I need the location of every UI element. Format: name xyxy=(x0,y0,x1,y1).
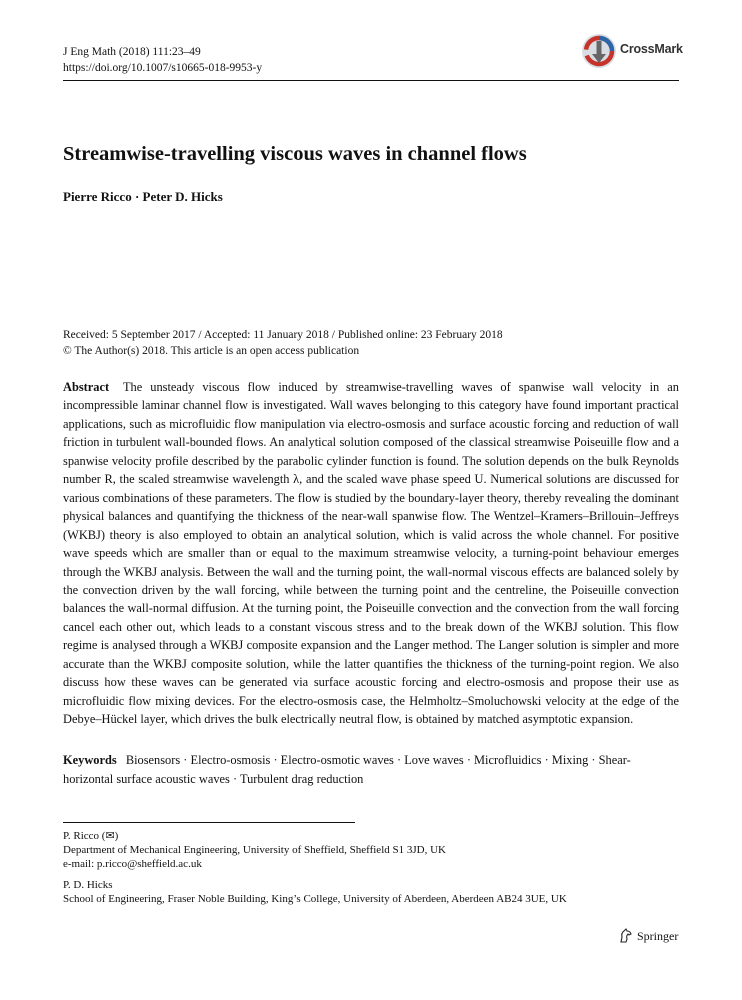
springer-horse-icon xyxy=(618,928,634,944)
abstract-text: The unsteady viscous flow induced by streamwise-travelling waves of spanwise wall velocity in an incompressible laminar channel flow is investigated. Wall waves belonging to this category have found important practical applications, such as microfluidic flow manipulation via electro-osmosis and surface acoustic forcing and reduction of wall friction in turbulent wall-bounded flows. An analytical solution composed of the classical streamwise Poiseuille flow and a spanwise velocity profile described by the parabolic cylinder function is found. The solution depends on the bulk Reynolds number R, the scaled streamwise wavelength λ, and the scaled wave phase speed U. Numerical solutions are discussed for various combinations of these parameters. The flow is studied by the boundary-layer theory, thereby revealing the dominant physical balances and quantifying the thickness of the near-wall spanwise flow. The Wentzel–Kramers–Brillouin–Jeffreys (WKBJ) theory is also employed to obtain an analytical solution, which is valid across the whole channel. For positive wave speeds which are smaller than or equal to the maximum streamwise velocity, a turning-point behaviour emerges through the WKBJ analysis. Between the wall and the turning point, the wall-normal viscous effects are balanced solely by the convection driven by the wall forcing, while between the turning point and the centreline, the Poiseuille convection balances the wall-normal diffusion. At the turning point, the Poiseuille convection and the convection from the wall forcing cancel each other out, which leads to a constant viscous stress and to the break down of the WKBJ solution. This flow regime is analysed through a WKBJ composite expansion and the Langer method. The Langer solution is simpler and more accurate than the WKBJ composite solution, while the latter quantifies the thickness of the turning-point region. We also discuss how these waves can be generated via surface acoustic forcing and electro-osmosis and propose their use as microfluidic flow mixing devices. For the electro-osmosis case, the Helmholtz–Smoluchowski velocity at the edge of the Debye–Hückel layer, which drives the bulk electrically neutral flow, is obtained by matched asymptotic expansion. xyxy=(63,380,679,727)
crossmark-badge[interactable] xyxy=(580,32,683,70)
journal-info xyxy=(63,44,262,76)
keywords-text: Biosensors · Electro-osmosis · Electro-osmotic waves · Love waves · Microfluidics · Mixing · Shear-horizontal surface acoustic waves · Turbulent drag reduction xyxy=(63,753,631,786)
article-title: Streamwise-travelling viscous waves in channel flows xyxy=(63,143,527,165)
publication-history xyxy=(63,328,503,359)
affiliation-name: P. D. Hicks xyxy=(63,879,113,891)
affiliation-name: P. Ricco (✉) xyxy=(63,830,119,842)
publisher-name: Springer xyxy=(637,928,679,943)
affiliation-dept: School of Engineering, Fraser Noble Building, King’s College, University of Aberdeen, Aberdeen AB24 3UE, UK xyxy=(63,893,567,905)
doi-link[interactable]: https://doi.org/10.1007/s10665-018-9953-y xyxy=(63,62,263,74)
publisher-logo xyxy=(618,928,678,944)
affiliation-ricco xyxy=(63,829,446,871)
author-list: Pierre Ricco · Peter D. Hicks xyxy=(63,189,223,204)
keywords xyxy=(63,751,679,788)
abstract-label: Abstract xyxy=(63,380,110,394)
copyright-notice: © The Author(s) 2018. This article is an open access publication xyxy=(63,344,360,357)
affiliation-email[interactable]: e-mail: p.ricco@sheffield.ac.uk xyxy=(63,858,202,870)
abstract xyxy=(63,378,679,729)
crossmark-icon xyxy=(580,32,618,70)
affiliation-dept: Department of Mechanical Engineering, University of Sheffield, Sheffield S1 3JD, UK xyxy=(63,844,446,856)
crossmark-label: CrossMark xyxy=(620,42,683,56)
received-dates: Received: 5 September 2017 / Accepted: 11 January 2018 / Published online: 23 February 2018 xyxy=(63,329,503,341)
header-rule xyxy=(63,80,679,81)
keywords-label: Keywords xyxy=(63,753,117,767)
footnote-rule xyxy=(63,822,355,823)
journal-citation: J Eng Math (2018) 111:23–49 xyxy=(63,46,201,58)
affiliation-hicks xyxy=(63,878,567,906)
